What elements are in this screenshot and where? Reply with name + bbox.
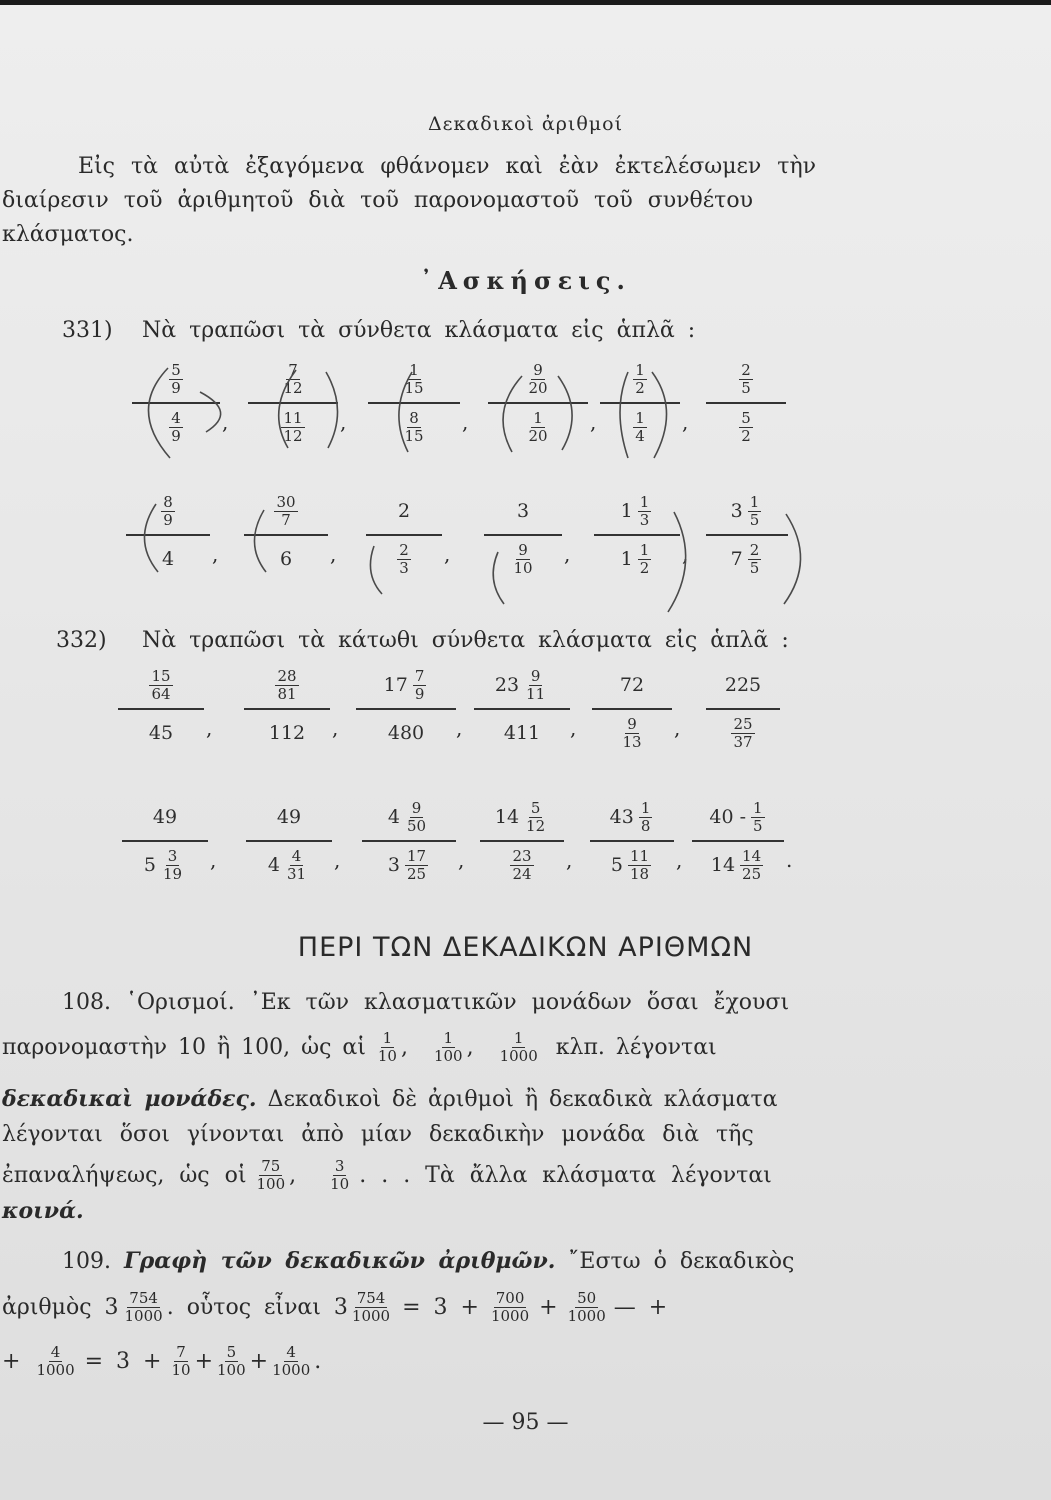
exercises-heading: ᾿Ασκήσεις. — [420, 266, 631, 295]
compound-fraction: 9 20 1 20 — [488, 362, 588, 444]
comma: , — [682, 410, 689, 434]
p108-line-1: 108. ῾Ορισμοί. ᾿Εκ τῶν κλασματικῶν μονάδων ὅσαι ἔχουσι — [62, 990, 790, 1015]
comma: , — [462, 410, 469, 434]
compound-fraction: 17 7 9 480 — [356, 668, 456, 750]
running-header: Δεκαδικοὶ ἀριθμοί — [427, 113, 624, 135]
comma: , — [570, 716, 577, 740]
fraction: $\frac{4}{1000}$ — [272, 1343, 311, 1379]
comma: , — [564, 542, 571, 566]
comma: , — [210, 848, 217, 872]
compound-fraction: 3 9 10 — [484, 494, 562, 576]
comma: , — [332, 716, 339, 740]
fraction: $\frac{4}{1000}$ — [36, 1343, 75, 1379]
p109-line-1: 109. Γραφὴ τῶν δεκαδικῶν ἀριθμῶν. ῎Εστω ὁ δεκαδικὸς — [62, 1248, 795, 1274]
compound-fraction: 7 12 11 12 — [248, 362, 338, 444]
exercise-332-label: 332) — [56, 628, 107, 653]
p108-line-2: παρονομαστὴν 10 ἢ 100, ὡς αἱ 1 10 , 1 100 , 1 1000 κλπ. λέγονται — [2, 1029, 717, 1065]
compound-fraction: 30 7 6 — [244, 494, 328, 576]
comma: , — [674, 716, 681, 740]
comma: , — [330, 542, 337, 566]
compound-fraction: 49 5 3 19 — [122, 800, 208, 882]
compound-fraction: 14 5 12 23 24 — [480, 800, 564, 882]
intro-line-3: κλάσματος. — [2, 222, 134, 247]
comma: , — [444, 542, 451, 566]
comma: , — [590, 410, 597, 434]
compound-fraction: 28 81 112 — [244, 668, 330, 750]
p108-line-5: ἐπαναλήψεως, ὡς οἱ 75 100 , 3 10 . . . Τὰ ἄλλα κλάσματα λέγονται — [2, 1157, 772, 1193]
compound-fraction: 1 15 8 15 — [368, 362, 460, 444]
comma: , — [676, 848, 683, 872]
intro-line-1: Εἰς τὰ αὐτὰ ἐξαγόμενα φθάνομεν καὶ ἐὰν ἐκτελέσωμεν τὴν — [78, 154, 817, 179]
fraction: 754 1000 — [124, 1289, 163, 1325]
compound-fraction: 2 5 5 2 — [706, 362, 786, 444]
fraction: $\frac{5}{100}$ — [217, 1343, 246, 1379]
compound-fraction: 5 9 4 9 — [132, 362, 220, 444]
fraction-1-1000: 1 1000 — [499, 1029, 538, 1065]
comma: , — [682, 542, 689, 566]
fraction: $\frac{50}{1000}$ — [567, 1289, 606, 1325]
compound-fraction: 72 9 13 — [592, 668, 672, 750]
compound-fraction: 23 9 11 411 — [474, 668, 570, 750]
page-number: — 95 — — [482, 1410, 569, 1435]
bold-term: δεκαδικαὶ μονάδες. — [2, 1086, 257, 1112]
compound-fraction: 8 9 4 — [126, 494, 210, 576]
compound-fraction: 3 1 5 7 2 5 — [706, 494, 788, 576]
compound-fraction: 1 1 3 1 1 2 — [594, 494, 680, 576]
comma: , — [456, 716, 463, 740]
fraction-3-10: 3 10 — [330, 1157, 350, 1193]
exercise-332-text: Νὰ τραπῶσι τὰ κάτωθι σύνθετα κλάσματα εἰς ἁπλᾶ : — [142, 628, 789, 653]
fraction-1-100: 1 100 — [433, 1029, 463, 1065]
p108-line-3: δεκαδικαὶ μονάδες. Δεκαδικοὶ δὲ ἀριθμοὶ ἢ δεκαδικὰ κλάσματα — [2, 1086, 778, 1112]
p109-line-2: ἀριθμὸς 3 754 1000 . οὗτος εἶναι 3 $\frac{754}{1000}$ = 3 + $\frac{700}{1000}$ + $\frac{50}{1000}$ — + — [2, 1289, 668, 1325]
comma: , — [334, 848, 341, 872]
compound-fraction: 1 2 1 4 — [600, 362, 680, 444]
comma: , — [340, 410, 347, 434]
comma: , — [566, 848, 573, 872]
p109-line-3: + $\frac{4}{1000}$ = 3 + $\frac{7}{10}$ + $\frac{5}{100}$ + $\frac{4}{1000}$ . — [2, 1343, 322, 1379]
fraction: $\frac{754}{1000}$ — [351, 1289, 391, 1325]
compound-fraction: 49 4 4 31 — [246, 800, 332, 882]
compound-fraction: 2 2 3 — [366, 494, 442, 576]
comma: , — [206, 716, 213, 740]
intro-line-2: διαίρεσιν τοῦ ἀριθμητοῦ διὰ τοῦ παρονομαστοῦ τοῦ συνθέτου — [2, 188, 753, 213]
comma: , — [458, 848, 465, 872]
compound-fraction: 40 - 1 5 14 14 25 — [692, 800, 784, 882]
fraction: $\frac{700}{1000}$ — [490, 1289, 530, 1325]
period: . — [786, 848, 793, 872]
p108-line-4: λέγονται ὅσοι γίνονται ἀπὸ μίαν δεκαδικὴν μονάδα διὰ τῆς — [2, 1122, 754, 1147]
exercise-331-label: 331) — [62, 318, 113, 343]
scan-edge — [0, 0, 1051, 5]
fraction-75-100: 75 100 — [256, 1157, 286, 1193]
compound-fraction: 15 64 45 — [118, 668, 204, 750]
compound-fraction: 225 25 37 — [706, 668, 780, 750]
compound-fraction: 43 1 8 5 11 18 — [590, 800, 674, 882]
fraction: $\frac{7}{10}$ — [171, 1343, 191, 1379]
compound-fraction: 4 9 50 3 17 25 — [362, 800, 456, 882]
exercise-331-text: Νὰ τραπῶσι τὰ σύνθετα κλάσματα εἰς ἁπλᾶ : — [142, 318, 696, 343]
comma: , — [212, 542, 219, 566]
fraction-1-10: 1 10 — [377, 1029, 397, 1065]
comma: , — [222, 410, 229, 434]
section-title: ΠΕΡΙ ΤΩΝ ΔΕΚΑΔΙΚΩΝ ΑΡΙΘΜΩΝ — [297, 932, 754, 963]
p108-line-6: κοινά. — [2, 1198, 84, 1224]
p109-title: Γραφὴ τῶν δεκαδικῶν ἀριθμῶν. — [123, 1248, 556, 1274]
